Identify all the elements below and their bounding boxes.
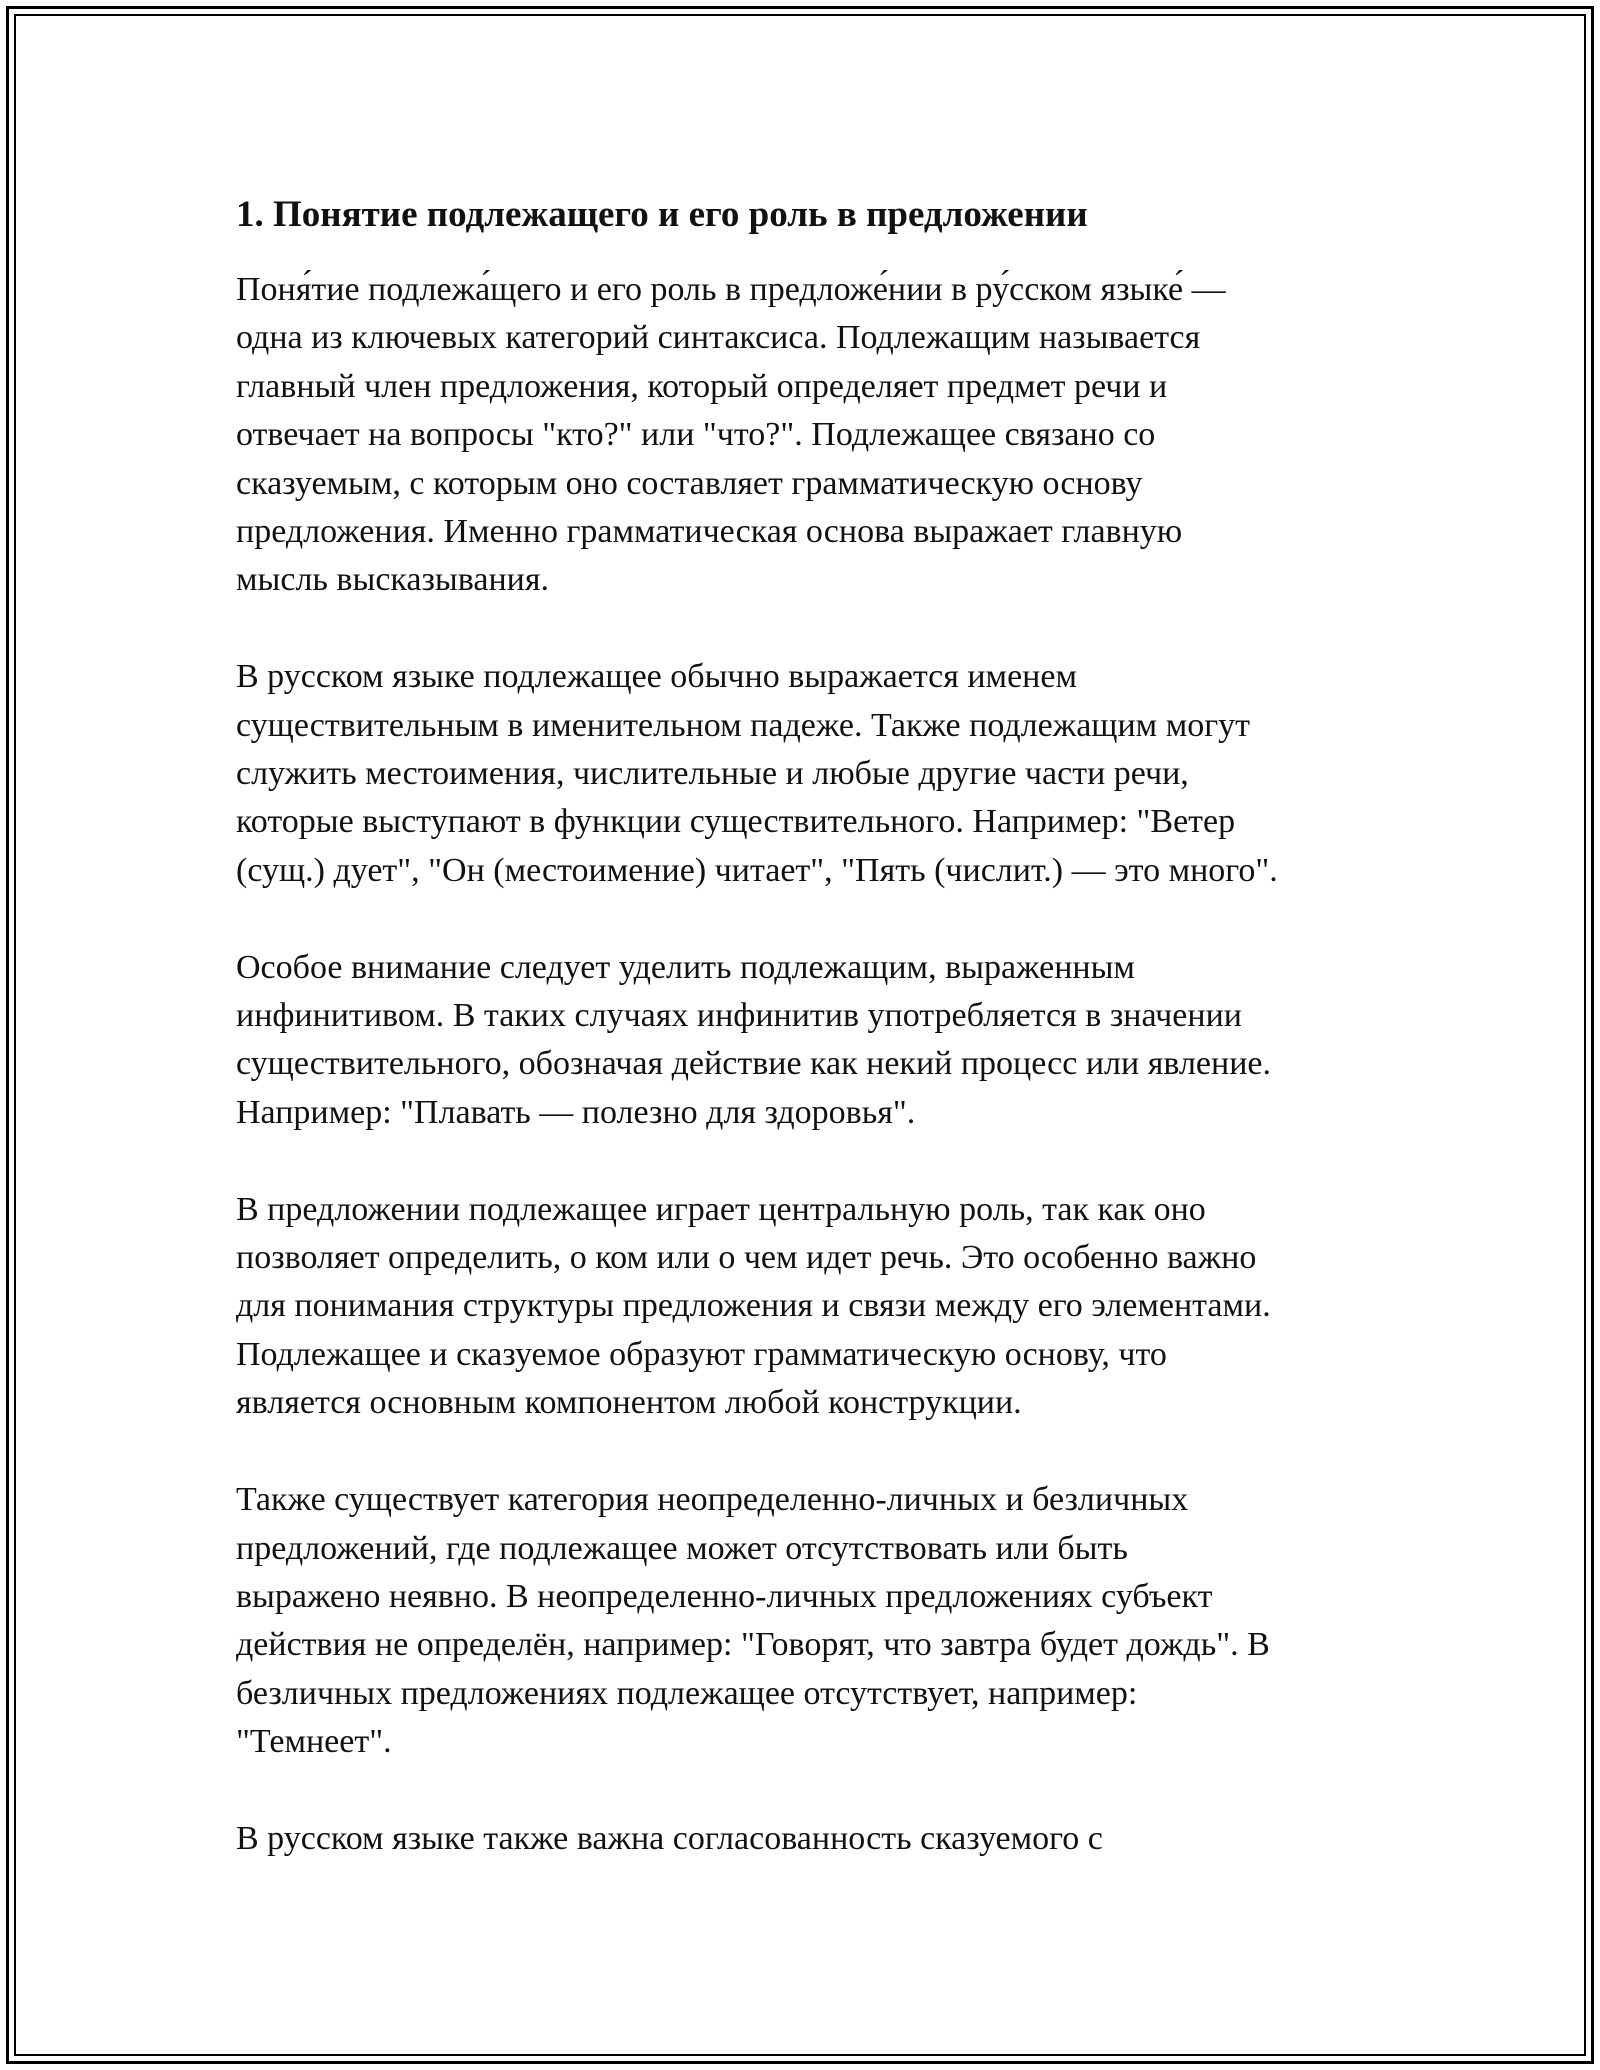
text-line: сказуемым, с которым оно составляет грамматическую основу [236,464,1143,502]
document-body [236,187,1386,1912]
text-line: отвечает на вопросы "кто?" или "что?". Подлежащее связано со [236,416,1156,454]
text-line: предложений, где подлежащее может отсутствовать или быть [236,1529,1128,1567]
text-line: Например: "Плавать — полезно для здоровья". [236,1093,916,1131]
text-line: существительного, обозначая действие как некий процесс или явление. [236,1045,1271,1083]
text-line: действия не определён, например: "Говорят, что завтра будет дождь". В [236,1626,1270,1664]
text-line: является основным компонентом любой конструкции. [236,1384,1022,1422]
text-line: Подлежащее и сказуемое образуют грамматическую основу, что [236,1335,1167,1373]
text-line: "Темнеет". [236,1723,392,1761]
text-line: Поня́тие подлежа́щего и его роль в предложе́нии в ру́сском языке́ — [236,271,1226,308]
text-line: инфинитивом. В таких случаях инфинитив употребляется в значении [236,997,1242,1035]
text-line: В русском языке также важна согласованность сказуемого с [236,1819,1103,1857]
text-line: безличных предложениях подлежащее отсутствует, например: [236,1674,1138,1712]
text-line: для понимания структуры предложения и связи между его элементами. [236,1287,1271,1325]
paragraph-3 [236,944,1386,1138]
text-line: служить местоимения, числительные и любые другие части речи, [236,755,1189,793]
paragraph-4 [236,1186,1386,1428]
paragraph-6 [236,1815,1386,1863]
text-line: Особое внимание следует уделить подлежащим, выраженным [236,948,1135,986]
section-heading: 1. Понятие подлежащего и его роль в предложении [236,194,1088,235]
text-line: одна из ключевых категорий синтаксиса. Подлежащим называется [236,319,1201,357]
text-line: позволяет определить, о ком или о чем идет речь. Это особенно важно [236,1239,1257,1277]
text-line: которые выступают в функции существительного. Например: "Ветер [236,803,1236,841]
paragraph-5 [236,1476,1386,1766]
text-line: предложения. Именно грамматическая основа выражает главную [236,513,1183,551]
text-line: (сущ.) дует", "Он (местоимение) читает", "Пять (числит.) — это много". [236,851,1278,889]
paragraph-1 [236,266,1386,605]
text-line: главный член предложения, который определяет предмет речи и [236,367,1168,405]
text-line: мысль высказывания. [236,561,550,599]
paragraph-2 [236,653,1386,895]
text-line: В русском языке подлежащее обычно выражается именем [236,658,1077,696]
text-line: Также существует категория неопределенно-личных и безличных [236,1481,1189,1519]
text-line: существительным в именительном падеже. Также подлежащим могут [236,706,1251,744]
text-line: В предложении подлежащее играет центральную роль, так как оно [236,1190,1206,1228]
text-line: выражено неявно. В неопределенно-личных предложениях субъект [236,1577,1213,1615]
